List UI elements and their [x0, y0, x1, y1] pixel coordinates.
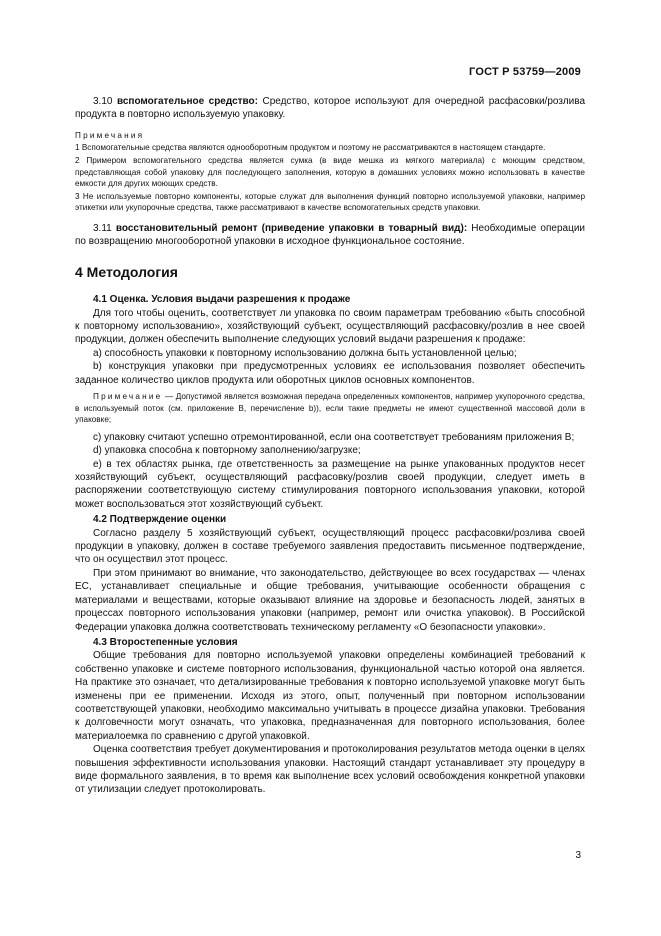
subsection-4-1-title: 4.1 Оценка. Условия выдачи разрешения к продаже	[93, 294, 351, 306]
definition-text: Необходимые операции по возвращению многооборотной упаковки в исходное функциональное состояние.	[75, 222, 585, 248]
standard-header: ГОСТ Р 53759—2009	[469, 66, 581, 78]
subsection-4-3-title: 4.3 Второстепенные условия	[93, 636, 238, 648]
page-content	[75, 92, 585, 797]
definition-term: восстановительный ремонт (приведение упаковки в товарный вид):	[115, 222, 468, 234]
list-item-c: с) упаковку считают успешно отремонтированной, если она соответствует требованиям приложения В;	[93, 431, 575, 443]
page-number: 3	[575, 850, 581, 861]
note-text: — Допустимой является возможная передача определенных компонентов, например укупорочного средства, в используемый поток (см. приложение В, перечисление b)), если такие предметы не имеют существенной массовой доли в упаковке;	[75, 392, 585, 425]
note-item: 3 Не используемые повторно компоненты, которые служат для выполнения функций повторно используемой упаковки, например этикетки или укупорочные средства, также рассматривают в качестве вспомогательных средств упаковки.	[75, 191, 585, 213]
definition-number: 3.11	[93, 222, 112, 234]
note-label: Примечание	[93, 392, 163, 402]
definition-3-11	[75, 222, 585, 249]
paragraph: Согласно разделу 5 хозяйствующий субъект, осуществляющий процесс расфасовки/розлива своей продукции в упаковку, должен в составе требуемого заявления предоставить письменное подтверждение, что он осуществил этот процесс.	[75, 527, 585, 566]
list-item-e: е) в тех областях рынка, где ответственность за размещение на рынке упакованных продуктов несет хозяйствующий субъект, осуществляющий расфасовку/розлив своей продукции, следует иметь в распоряжении соответствующую систему стимулирования повторного использования упаковки, которой может воспользоваться этот хозяйствующий субъект.	[75, 458, 585, 510]
paragraph: Для того чтобы оценить, соответствует ли упаковка по своим параметрам требованию «быть способной к повторному использованию», хозяйствующий субъект, осуществляющий расфасовку/розлив в нее своей продукции, должен обеспечить выполнение следующих условий выдачи разрешения к продаже:	[75, 307, 585, 346]
inline-note	[75, 391, 585, 426]
list-item-d: d) упаковка способна к повторному заполнению/загрузке;	[93, 445, 361, 457]
definition-3-10	[75, 95, 585, 122]
note-item: 1 Вспомогательные средства являются однооборотным продуктом и поэтому не рассматриваются в настоящем стандарте.	[75, 143, 546, 153]
note-item: 2 Примером вспомогательного средства является сумка (в виде мешка из мягкого материала) с моющим средством, представляющая собой упаковку для последующего заполнения, которую в домашних условиях можно использовать в качестве емкости для других моющих средств.	[75, 156, 585, 189]
list-item-b: b) конструкция упаковки при предусмотренных условиях ее использования позволяет обеспечить заданное количество циклов продукта или оборотных циклов основных компонентов.	[75, 361, 585, 386]
notes-heading: Примечания	[75, 130, 145, 140]
definition-term: вспомогательное средство:	[116, 96, 258, 107]
notes-3-10	[75, 130, 585, 214]
paragraph: Оценка соответствия требует документирования и протоколирования результатов метода оценки в целях повышения эффективности использования упаковки. Настоящий стандарт устанавливает эту процедуру в виде формального заявления, в то время как выполнение всех условий освобождения конкретной упаковки от утилизации следует протоколировать.	[75, 744, 586, 796]
definition-number: 3.10	[93, 96, 113, 107]
paragraph: При этом принимают во внимание, что законодательство, действующее во всех государствах — членах ЕС, устанавливает специальные и общие требования, учитывающие особенности обращения с материалами и веществами, которые оказывают влияние на здоровье и безопасность людей, занятых в процессах повторного использования упаковки (например, ремонт или очистка упаковок). В Российской Федерации упаковка должна соответствовать техническому регламенту «О безопасности упаковки».	[75, 567, 585, 633]
list-item-a: а) способность упаковки к повторному использованию должна быть установленной целью;	[93, 347, 517, 359]
definition-text: Средство, которое используют для очередной расфасовки/розлива продукта в повторно используемую упаковку.	[75, 96, 586, 121]
section-4-title: 4 Методология	[75, 263, 178, 280]
paragraph: Общие требования для повторно используемой упаковки определены комбинацией требований к собственно упаковке и системе повторного использования, функциональной частью которой она является. На практике это означает, что детализированные требования к повторно используемой упаковке могут быть изменены при ее применении. Исходя из этого, опыт, полученный при повторном использовании соответствующей упаковки, необходимо максимально учитывать в процессе дизайна упаковки. Требования к долговечности могут означать, что упаковка, предназначенная для повторного использования, более материалоемка по сравнению с другой упаковкой.	[75, 650, 585, 742]
subsection-4-2-title: 4.2 Подтверждение оценки	[93, 514, 227, 526]
